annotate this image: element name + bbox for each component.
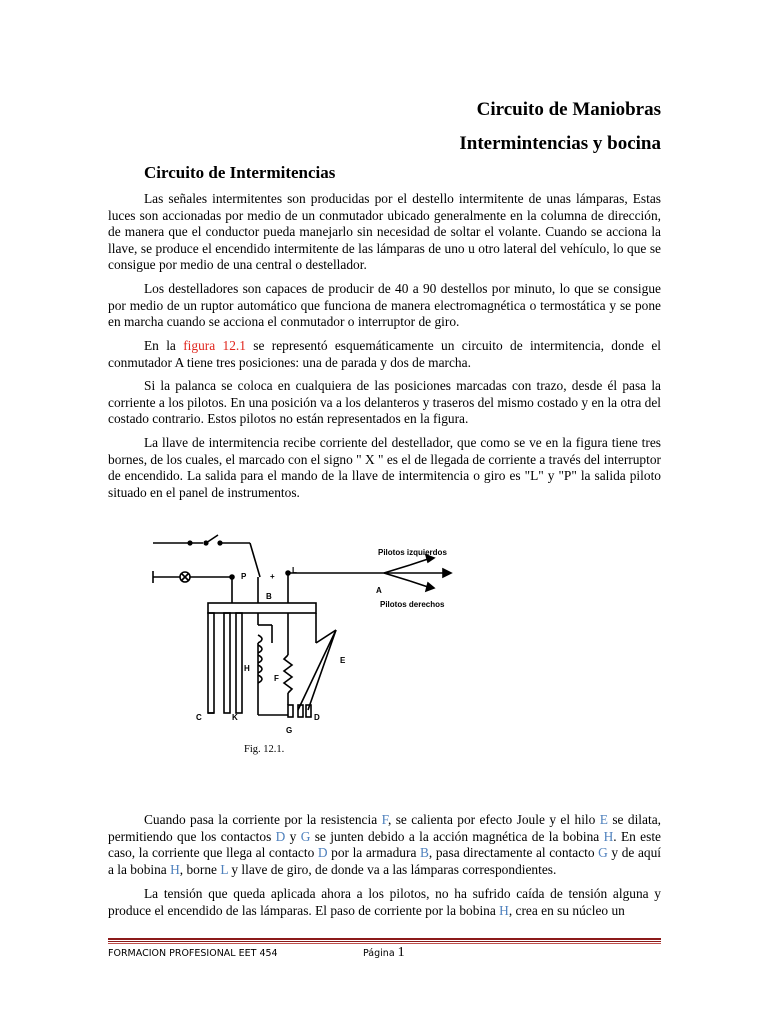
text-run: se junten debido a la acción magnética de la bobina bbox=[310, 828, 604, 844]
text-reference: H bbox=[499, 902, 509, 918]
footer-divider bbox=[108, 938, 661, 944]
text-reference: D bbox=[275, 828, 286, 844]
label-p: P bbox=[241, 572, 247, 581]
text-reference: G bbox=[598, 845, 608, 861]
label-plus: + bbox=[270, 572, 275, 581]
paragraph-3 bbox=[108, 338, 661, 371]
text-run: , pasa directamente al contacto bbox=[428, 845, 599, 861]
text-run: , se calienta por efecto Joule y el hilo bbox=[387, 812, 600, 827]
text-run: se dilata, permitiendo que los contactos bbox=[108, 812, 661, 844]
figure-caption: Fig. 12.1. bbox=[244, 744, 285, 755]
paragraph-5: La llave de intermitencia recibe corriente del destellador, que como se ve en la figura tiene tres bornes, de los cuales, el marcado con el signo " X " es el de llegada de corriente a través del interruptor de encendido. La salida para el mando de la llave de intermitencia o giro es "L" y "P" la salida piloto situado en el panel de instrumentos. bbox=[108, 435, 661, 500]
label-d: D bbox=[314, 713, 320, 722]
circuit-diagram bbox=[148, 525, 488, 760]
text-reference: L bbox=[220, 861, 229, 877]
text-reference: E bbox=[599, 812, 608, 827]
label-f: F bbox=[274, 674, 279, 683]
label-c: C bbox=[196, 713, 202, 722]
label-a: A bbox=[376, 586, 382, 595]
text-reference: B bbox=[419, 845, 429, 861]
label-k: K bbox=[232, 713, 238, 722]
paragraph-1: Las señales intermitentes son producidas por el destello intermitente de unas lámparas, Estas luces son accionadas por medio de un conmutador ubicado generalmente en la columna de dirección, de manera que el conductor pueda manejarlo sin necesidad de soltar el volante. Cuando se acciona la llave, se produce el encendido intermitente de las lámparas de uno u otro lateral del vehículo, lo que se consigue por medio de una central o destellador. bbox=[108, 191, 661, 273]
paragraph-4: Si la palanca se coloca en cualquiera de las posiciones marcadas con trazo, desde él pasa la corriente a los pilotos. En una posición va a los delanteros y traseros del mismo costado y en la otra del costado contrario. Estos pilotos no están representados en la figura. bbox=[108, 378, 661, 427]
text-run: y bbox=[285, 828, 301, 844]
label-pilotos-izquierdos: Pilotos izquierdos bbox=[378, 548, 447, 557]
label-pilotos-derechos: Pilotos derechos bbox=[380, 600, 445, 609]
footer-page-label: Página bbox=[363, 948, 395, 959]
text-reference: G bbox=[300, 828, 311, 844]
text-run: , crea en su núcleo un bbox=[508, 902, 625, 918]
paragraph-3-text-b: se representó esquemáticamente un circuito de intermitencia, donde el conmutador A tiene tres posiciones: una de parada y dos de marcha. bbox=[108, 338, 661, 370]
paragraph-2: Los destelladores son capaces de producir de 40 a 90 destellos por minuto, lo que se consigue por medio de un ruptor automático que funciona de manera electromagnética o termostática y se pone en marcha cuando se acciona el conmutador o interruptor de giro. bbox=[108, 281, 661, 330]
label-l: L bbox=[292, 566, 297, 575]
label-h: H bbox=[244, 664, 250, 673]
section-heading: Circuito de Intermitencias bbox=[144, 163, 336, 182]
paragraph-6 bbox=[108, 812, 661, 878]
label-b: B bbox=[266, 592, 272, 601]
text-run: y de aquí a la bobina bbox=[108, 845, 661, 877]
paragraph-7 bbox=[108, 886, 661, 919]
text-reference: H bbox=[170, 861, 180, 877]
figure-reference-link[interactable]: figura 12.1 bbox=[183, 338, 246, 353]
label-e: E bbox=[340, 656, 346, 665]
label-g: G bbox=[286, 726, 293, 735]
text-run: , borne bbox=[179, 861, 221, 877]
footer-organization: FORMACION PROFESIONAL EET 454 bbox=[108, 948, 278, 959]
text-run: . En este caso, la corriente que llega al contacto bbox=[108, 828, 661, 861]
paragraph-3-text-a: En la bbox=[144, 338, 184, 353]
footer-page-number: 1 bbox=[397, 945, 405, 960]
document-title: Circuito de Maniobras bbox=[476, 99, 661, 120]
text-reference: D bbox=[317, 845, 328, 861]
text-run: La tensión que queda aplicada ahora a los pilotos, no ha sufrido caída de tensión alguna y produce el encendido de las lámparas. El paso de corriente por la bobina bbox=[108, 886, 661, 918]
text-run: Cuando pasa la corriente por la resistencia bbox=[144, 812, 382, 827]
footer-page bbox=[363, 945, 405, 961]
text-run: por la armadura bbox=[327, 845, 420, 861]
text-reference: F bbox=[381, 812, 388, 827]
document-subtitle: Intermintencias y bocina bbox=[459, 133, 661, 154]
text-reference: H bbox=[603, 828, 614, 844]
circuit-figure bbox=[148, 525, 488, 760]
text-run: y llave de giro, de donde va a las lámparas correspondientes. bbox=[228, 861, 557, 877]
